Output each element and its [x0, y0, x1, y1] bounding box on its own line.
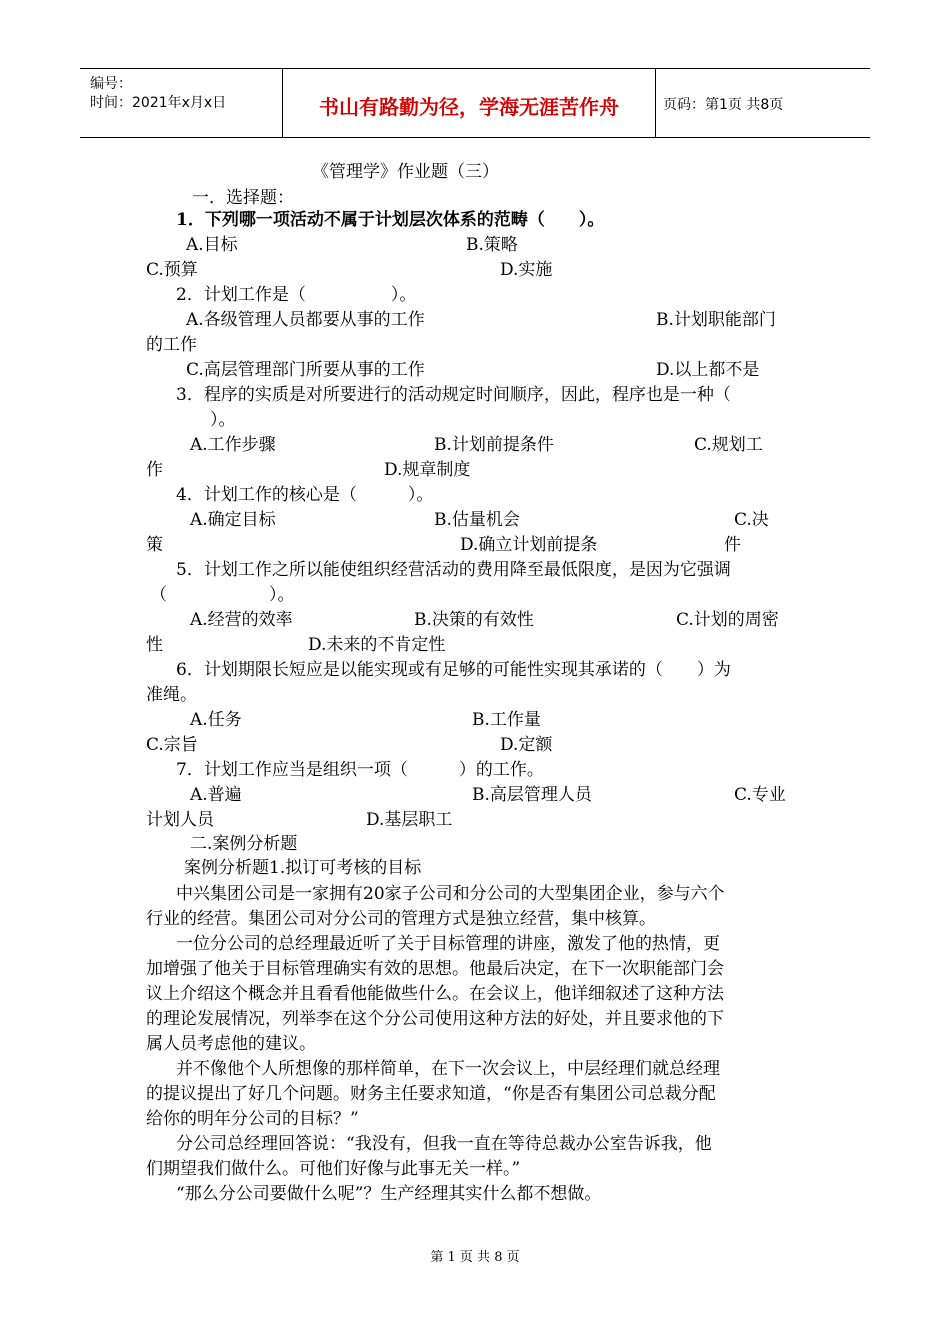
q7-option-a: A.普遍: [190, 785, 242, 805]
q6-option-d: D.定额: [500, 735, 553, 755]
doc-title: 《管理学》作业题（三）: [312, 162, 499, 182]
header-motto-cell: [282, 69, 656, 137]
q5-option-c: C.计划的周密: [676, 610, 779, 630]
q6-option-c: C.宗旨: [146, 735, 198, 755]
question-2: 2．计划工作是（ ）。: [176, 285, 417, 305]
q6-option-b: B.工作量: [472, 710, 541, 730]
q4-option-b: B.估量机会: [434, 510, 520, 530]
case-paragraph-line: 行业的经营。集团公司对分公司的管理方式是独立经营，集中核算。: [146, 909, 656, 929]
q3-option-b: B.计划前提条件: [434, 435, 554, 455]
q4-option-a: A.确定目标: [190, 510, 276, 530]
case-paragraph-line: 中兴集团公司是一家拥有20家子公司和分公司的大型集团企业，参与六个: [176, 884, 725, 904]
header-page-cell: [655, 69, 870, 137]
q1-option-a: A.目标: [186, 235, 238, 255]
q3-option-a: A.工作步骤: [190, 435, 276, 455]
page-footer: 第 1 页 共 8 页: [430, 1250, 520, 1265]
motto: 书山有路勤为径，学海无涯苦作舟: [319, 95, 619, 119]
header-meta-cell: [80, 69, 282, 137]
q4-option-d: D.确立计划前提条: [460, 535, 598, 555]
q1-option-d: D.实施: [500, 260, 553, 280]
case-paragraph-line: 们期望我们做什么。可他们好像与此事无关一样。”: [146, 1159, 521, 1179]
case-paragraph-line: 给你的明年分公司的目标？”: [146, 1109, 359, 1129]
case-paragraph-line: 议上介绍这个概念并且看看他能做些什么。在会议上，他详细叙述了这种方法: [146, 984, 724, 1004]
q4-option-c: C.决: [734, 510, 769, 530]
q1-option-b: B.策略: [466, 235, 518, 255]
q2-option-d: D.以上都不是: [656, 360, 760, 380]
q4-option-c-cont: 策: [146, 535, 163, 555]
q2-option-b-cont: 的工作: [146, 335, 197, 355]
q3-option-c: C.规划工: [694, 435, 763, 455]
q7-option-c-cont: 计划人员: [146, 810, 214, 830]
q7-option-c: C.专业: [734, 785, 786, 805]
question-5: 5．计划工作之所以能使组织经营活动的费用降至最低限度，是因为它强调: [176, 560, 731, 580]
q5-option-a: A.经营的效率: [190, 610, 293, 630]
q4-option-d-cont: 件: [724, 535, 741, 555]
q3-option-c-cont: 作: [146, 460, 163, 480]
q2-option-b: B.计划职能部门: [656, 310, 776, 330]
question-1: 1．下列哪一项活动不属于计划层次体系的范畴（ ）。: [176, 210, 605, 230]
q5-option-d: D.未来的不肯定性: [308, 635, 446, 655]
q3-option-d: D.规章制度: [384, 460, 471, 480]
page-indicator: 页码：第1页 共8页: [663, 97, 784, 113]
q1-option-c: C.预算: [146, 260, 198, 280]
q5-option-c-cont: 性: [146, 635, 163, 655]
date-label: 时间：2021年x月x日: [90, 95, 227, 111]
q6-option-a: A.任务: [190, 710, 242, 730]
q2-option-a: A.各级管理人员都要从事的工作: [186, 310, 425, 330]
case-paragraph-line: 的提议提出了好几个问题。财务主任要求知道，“你是否有集团公司总裁分配: [146, 1084, 716, 1104]
question-3: 3．程序的实质是对所要进行的活动规定时间顺序，因此，程序也是一种（: [176, 385, 731, 405]
q7-option-b: B.高层管理人员: [472, 785, 592, 805]
code-label: 编号：: [90, 76, 132, 92]
case-paragraph-line: 一位分公司的总经理最近听了关于目标管理的讲座，激发了他的热情，更: [176, 934, 720, 954]
section-choice-heading: 一．选择题：: [192, 188, 294, 208]
question-5-cont: （ ）。: [150, 585, 295, 605]
case-paragraph-line: 并不像他个人所想像的那样简单，在下一次会议上，中层经理们就总经理: [176, 1059, 720, 1079]
question-6-cont: 准绳。: [146, 685, 197, 705]
question-6: 6．计划期限长短应是以能实现或有足够的可能性实现其承诺的（ ）为: [176, 660, 731, 680]
question-7: 7．计划工作应当是组织一项（ ）的工作。: [176, 760, 544, 780]
q5-option-b: B.决策的有效性: [414, 610, 534, 630]
question-4: 4．计划工作的核心是（ ）。: [176, 485, 434, 505]
q2-option-c: C.高层管理部门所要从事的工作: [186, 360, 425, 380]
case-paragraph-line: “那么分公司要做什么呢”？生产经理其实什么都不想做。: [176, 1184, 602, 1204]
q7-option-d: D.基层职工: [366, 810, 453, 830]
section-case-heading: 二.案例分析题: [190, 834, 298, 854]
case-paragraph-line: 分公司总经理回答说：“我没有，但我一直在等待总裁办公室告诉我，他: [176, 1134, 712, 1154]
case-paragraph-line: 加增强了他关于目标管理确实有效的思想。他最后决定，在下一次职能部门会: [146, 959, 724, 979]
case-paragraph-line: 属人员考虑他的建议。: [146, 1034, 316, 1054]
case-title: 案例分析题1.拟订可考核的目标: [184, 858, 422, 878]
page-header: [80, 68, 870, 138]
question-3-cont: ）。: [176, 410, 236, 430]
case-paragraph-line: 的理论发展情况，列举李在这个分公司使用这种方法的好处，并且要求他的下: [146, 1009, 724, 1029]
